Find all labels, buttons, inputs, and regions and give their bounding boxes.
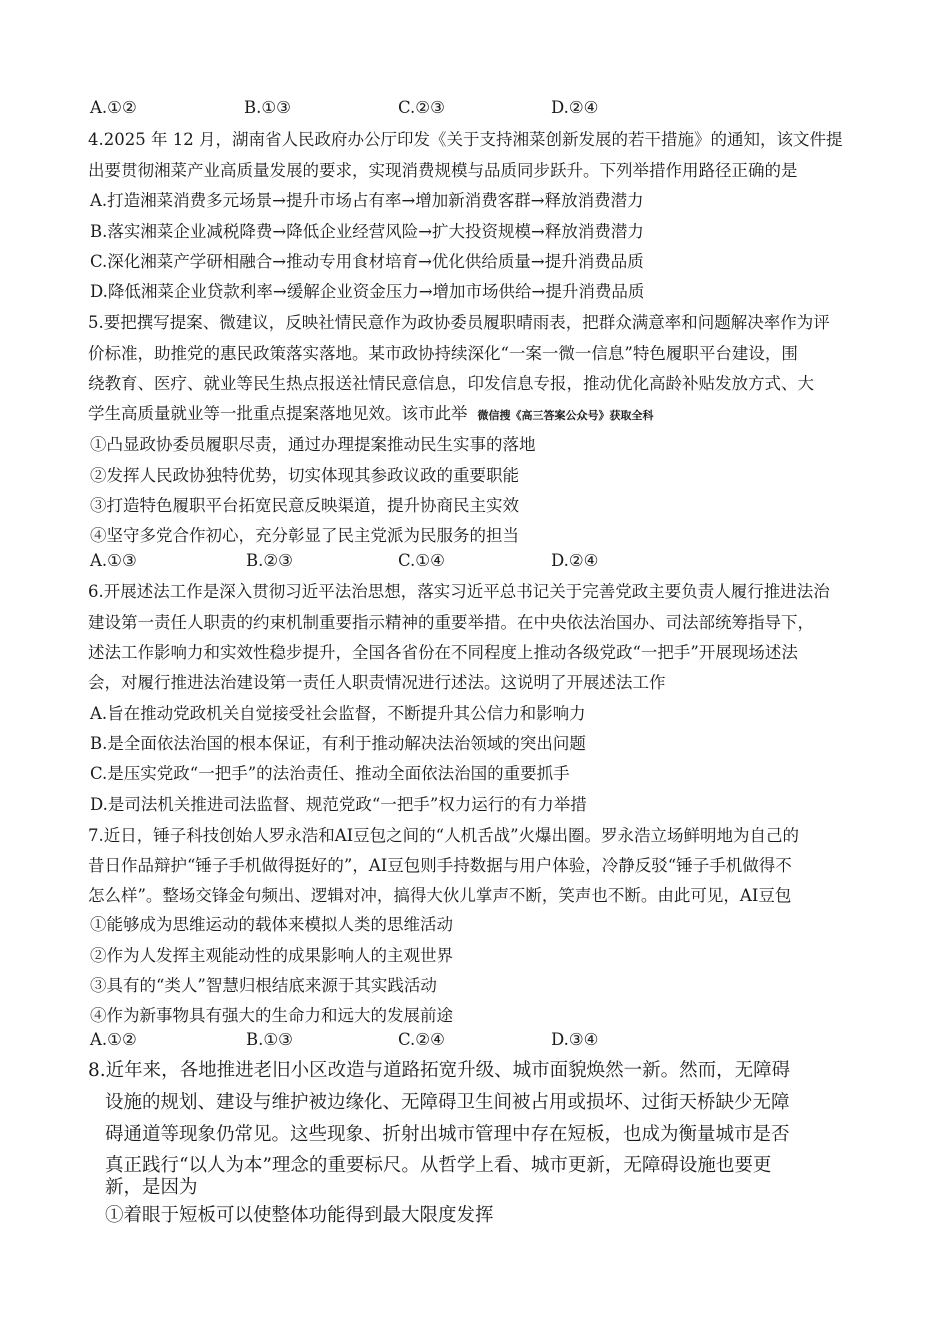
q4-option: B.落实湘菜企业减税降费→降低企业经营风险→扩大投资规模→释放消费潜力 [90, 222, 644, 241]
q5-stem-line: 绕教育、医疗、就业等民生热点报送社情民意信息，印发信息专报，推动优化高龄补贴发放方式、大 [88, 374, 814, 393]
q8-stem-line: 新，是因为 [105, 1177, 198, 1198]
q5-stem-last [88, 404, 654, 426]
q7-item: ①能够成为思维运动的载体来模拟人类的思维活动 [90, 915, 453, 934]
option-c: C.①④ [398, 551, 445, 570]
option-a: A.①② [90, 1030, 137, 1049]
q5-stem-line: 5.要把撰写提案、微建议，反映社情民意作为政协委员履职晴雨表，把群众满意率和问题解决率作为评 [88, 313, 830, 332]
q8-stem-line: 8.近年来，各地推进老旧小区改造与道路拓宽升级、城市面貌焕然一新。然而，无障碍 [88, 1060, 791, 1081]
q7-item: ②作为人发挥主观能动性的成果影响人的主观世界 [90, 946, 453, 965]
q6-stem-line: 建设第一责任人职责的约束机制重要指示精神的重要举措。在中央依法治国办、司法部统筹指导下， [88, 613, 814, 632]
option-a: A.①② [90, 98, 137, 117]
q5-item: ④坚守多党合作初心，充分彰显了民主党派为民服务的担当 [90, 526, 519, 545]
option-d: D.②④ [551, 98, 599, 117]
q4-stem-line: 出要贯彻湘菜产业高质量发展的要求，实现消费规模与品质同步跃升。下列举措作用路径正确的是 [88, 161, 798, 180]
q6-option: A.旨在推动党政机关自觉接受社会监督，不断提升其公信力和影响力 [90, 704, 586, 723]
option-b: B.①③ [246, 1030, 293, 1049]
q5-item: ③打造特色履职平台拓宽民意反映渠道，提升协商民主实效 [90, 496, 519, 515]
q5-options-row [0, 551, 950, 573]
q7-item: ③具有的“类人”智慧归根结底来源于其实践活动 [90, 976, 437, 995]
q4-option: D.降低湘菜企业贷款利率→缓解企业资金压力→增加市场供给→提升消费品质 [90, 282, 645, 301]
option-a: A.①③ [90, 551, 137, 570]
q8-stem-line: 真正践行“以人为本”理念的重要标尺。从哲学上看、城市更新，无障碍设施也要更 [105, 1155, 772, 1176]
q7-item: ④作为新事物具有强大的生命力和远大的发展前途 [90, 1006, 453, 1025]
q4-option: A.打造湘菜消费多元场景→提升市场占有率→增加新消费客群→释放消费潜力 [90, 191, 644, 210]
q7-stem-line: 怎么样”。整场交锋金句频出、逻辑对冲，搞得大伙儿掌声不断，笑声也不断。由此可见，AI豆包 [88, 886, 792, 905]
q6-stem-line: 6.开展述法工作是深入贯彻习近平法治思想，落实习近平总书记关于完善党政主要负责人履行推进法治 [88, 582, 830, 601]
q6-option: C.是压实党政“一把手”的法治责任、推动全面依法治国的重要抓手 [90, 764, 570, 783]
option-d: D.③④ [551, 1030, 599, 1049]
q5-stem-text: 学生高质量就业等一批重点提案落地见效。该市此举 [88, 404, 468, 423]
q5-stem-line: 价标准，助推党的惠民政策落实落地。某市政协持续深化“一案一微一信息”特色履职平台建设，围 [88, 344, 798, 363]
q4-option: C.深化湘菜产学研相融合→推动专用食材培育→优化供给质量→提升消费品质 [90, 252, 644, 271]
q8-stem-line: 设施的规划、建设与维护被边缘化、无障碍卫生间被占用或损坏、过街天桥缺少无障 [105, 1092, 790, 1113]
option-c: C.②③ [398, 98, 445, 117]
q7-stem-line: 7.近日，锤子科技创始人罗永浩和AI豆包之间的“人机舌战”火爆出圈。罗永浩立场鲜明地为自己的 [88, 826, 800, 845]
q8-item: ①着眼于短板可以使整体功能得到最大限度发挥 [105, 1205, 494, 1226]
option-b: B.①③ [244, 98, 291, 117]
q8-stem-line: 碍通道等现象仍常见。这些现象、折射出城市管理中存在短板，也成为衡量城市是否 [105, 1124, 790, 1145]
q7-stem-line: 昔日作品辩护“锤子手机做得挺好的”，AI豆包则手持数据与用户体验，冷静反驳“锤子手机做得不 [88, 856, 792, 875]
q6-option: D.是司法机关推进司法监督、规范党政“一把手”权力运行的有力举措 [90, 795, 587, 814]
top-options-row [0, 98, 950, 120]
option-d: D.②④ [551, 551, 599, 570]
q6-option: B.是全面依法治国的根本保证，有利于推动解决法治领域的突出问题 [90, 734, 586, 753]
q6-stem-line: 会，对履行推进法治建设第一责任人职责情况进行述法。这说明了开展述法工作 [88, 673, 666, 692]
q4-stem-line: 4.2025 年 12 月，湖南省人民政府办公厅印发《关于支持湘菜创新发展的若干措施》的通知，该文件提 [88, 130, 843, 149]
option-c: C.②④ [398, 1030, 445, 1049]
watermark-text: 微信搜《高三答案公众号》获取全科 [477, 409, 654, 422]
option-b: B.②③ [246, 551, 293, 570]
q5-item: ①凸显政协委员履职尽责，通过办理提案推动民生实事的落地 [90, 435, 536, 454]
q7-options-row [0, 1030, 950, 1052]
q5-item: ②发挥人民政协独特优势，切实体现其参政议政的重要职能 [90, 466, 519, 485]
q6-stem-line: 述法工作影响力和实效性稳步提升，全国各省份在不同程度上推动各级党政“一把手”开展现场述法 [88, 643, 798, 662]
